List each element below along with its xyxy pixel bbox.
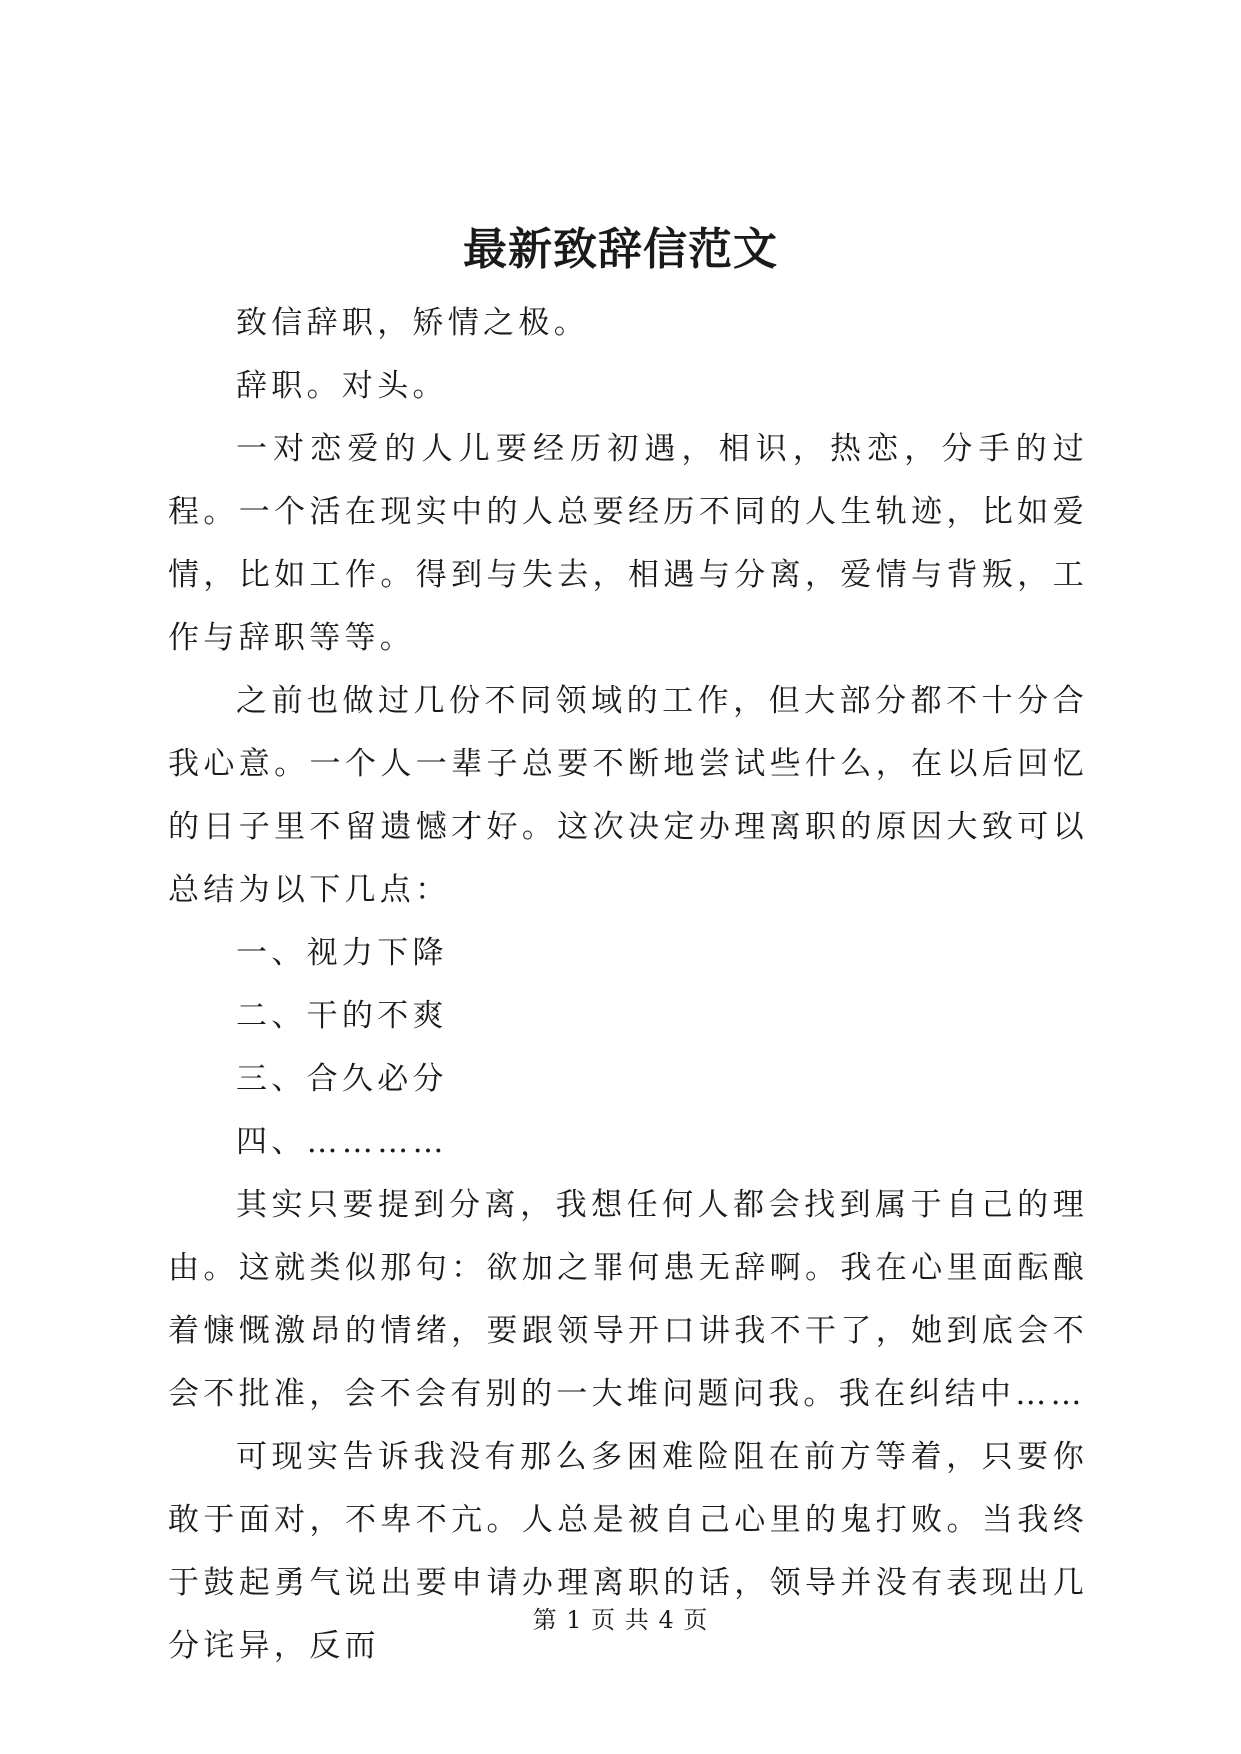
- list-item: 三、合久必分: [236, 1061, 448, 1097]
- paragraph: 其实只要提到分离，我想任何人都会找到属于自己的理由。这就类似那句：欲加之罪何患无辞啊。我在心里面酝酿着慷慨激昂的情绪，要跟领导开口讲我不干了，她到底会不会不批准，会不会有别的一大堆问题问我。我在纠结中……: [168, 1187, 1088, 1412]
- paragraph: 可现实告诉我没有那么多困难险阻在前方等着，只要你敢于面对，不卑不亢。人总是被自己心里的鬼打败。当我终于鼓起勇气说出要申请办理离职的话，领导并没有表现出几分诧异，反而: [168, 1439, 1088, 1664]
- document-title: 最新致辞信范文: [463, 224, 778, 275]
- list-item: 二、干的不爽: [236, 998, 448, 1034]
- list-item: 四、…………: [236, 1124, 448, 1160]
- paragraph: 辞职。对头。: [236, 368, 448, 404]
- document-body: [168, 292, 1088, 1678]
- page-footer: 第 1 页 共 4 页: [532, 1606, 709, 1634]
- paragraph: 之前也做过几份不同领域的工作，但大部分都不十分合我心意。一个人一辈子总要不断地尝试些什么，在以后回忆的日子里不留遗憾才好。这次决定办理离职的原因大致可以总结为以下几点：: [168, 683, 1088, 908]
- paragraph: 一对恋爱的人儿要经历初遇，相识，热恋，分手的过程。一个活在现实中的人总要经历不同的人生轨迹，比如爱情，比如工作。得到与失去，相遇与分离，爱情与背叛，工作与辞职等等。: [168, 431, 1088, 656]
- list-item: 一、视力下降: [236, 935, 448, 971]
- paragraph: 致信辞职，矫情之极。: [236, 305, 589, 341]
